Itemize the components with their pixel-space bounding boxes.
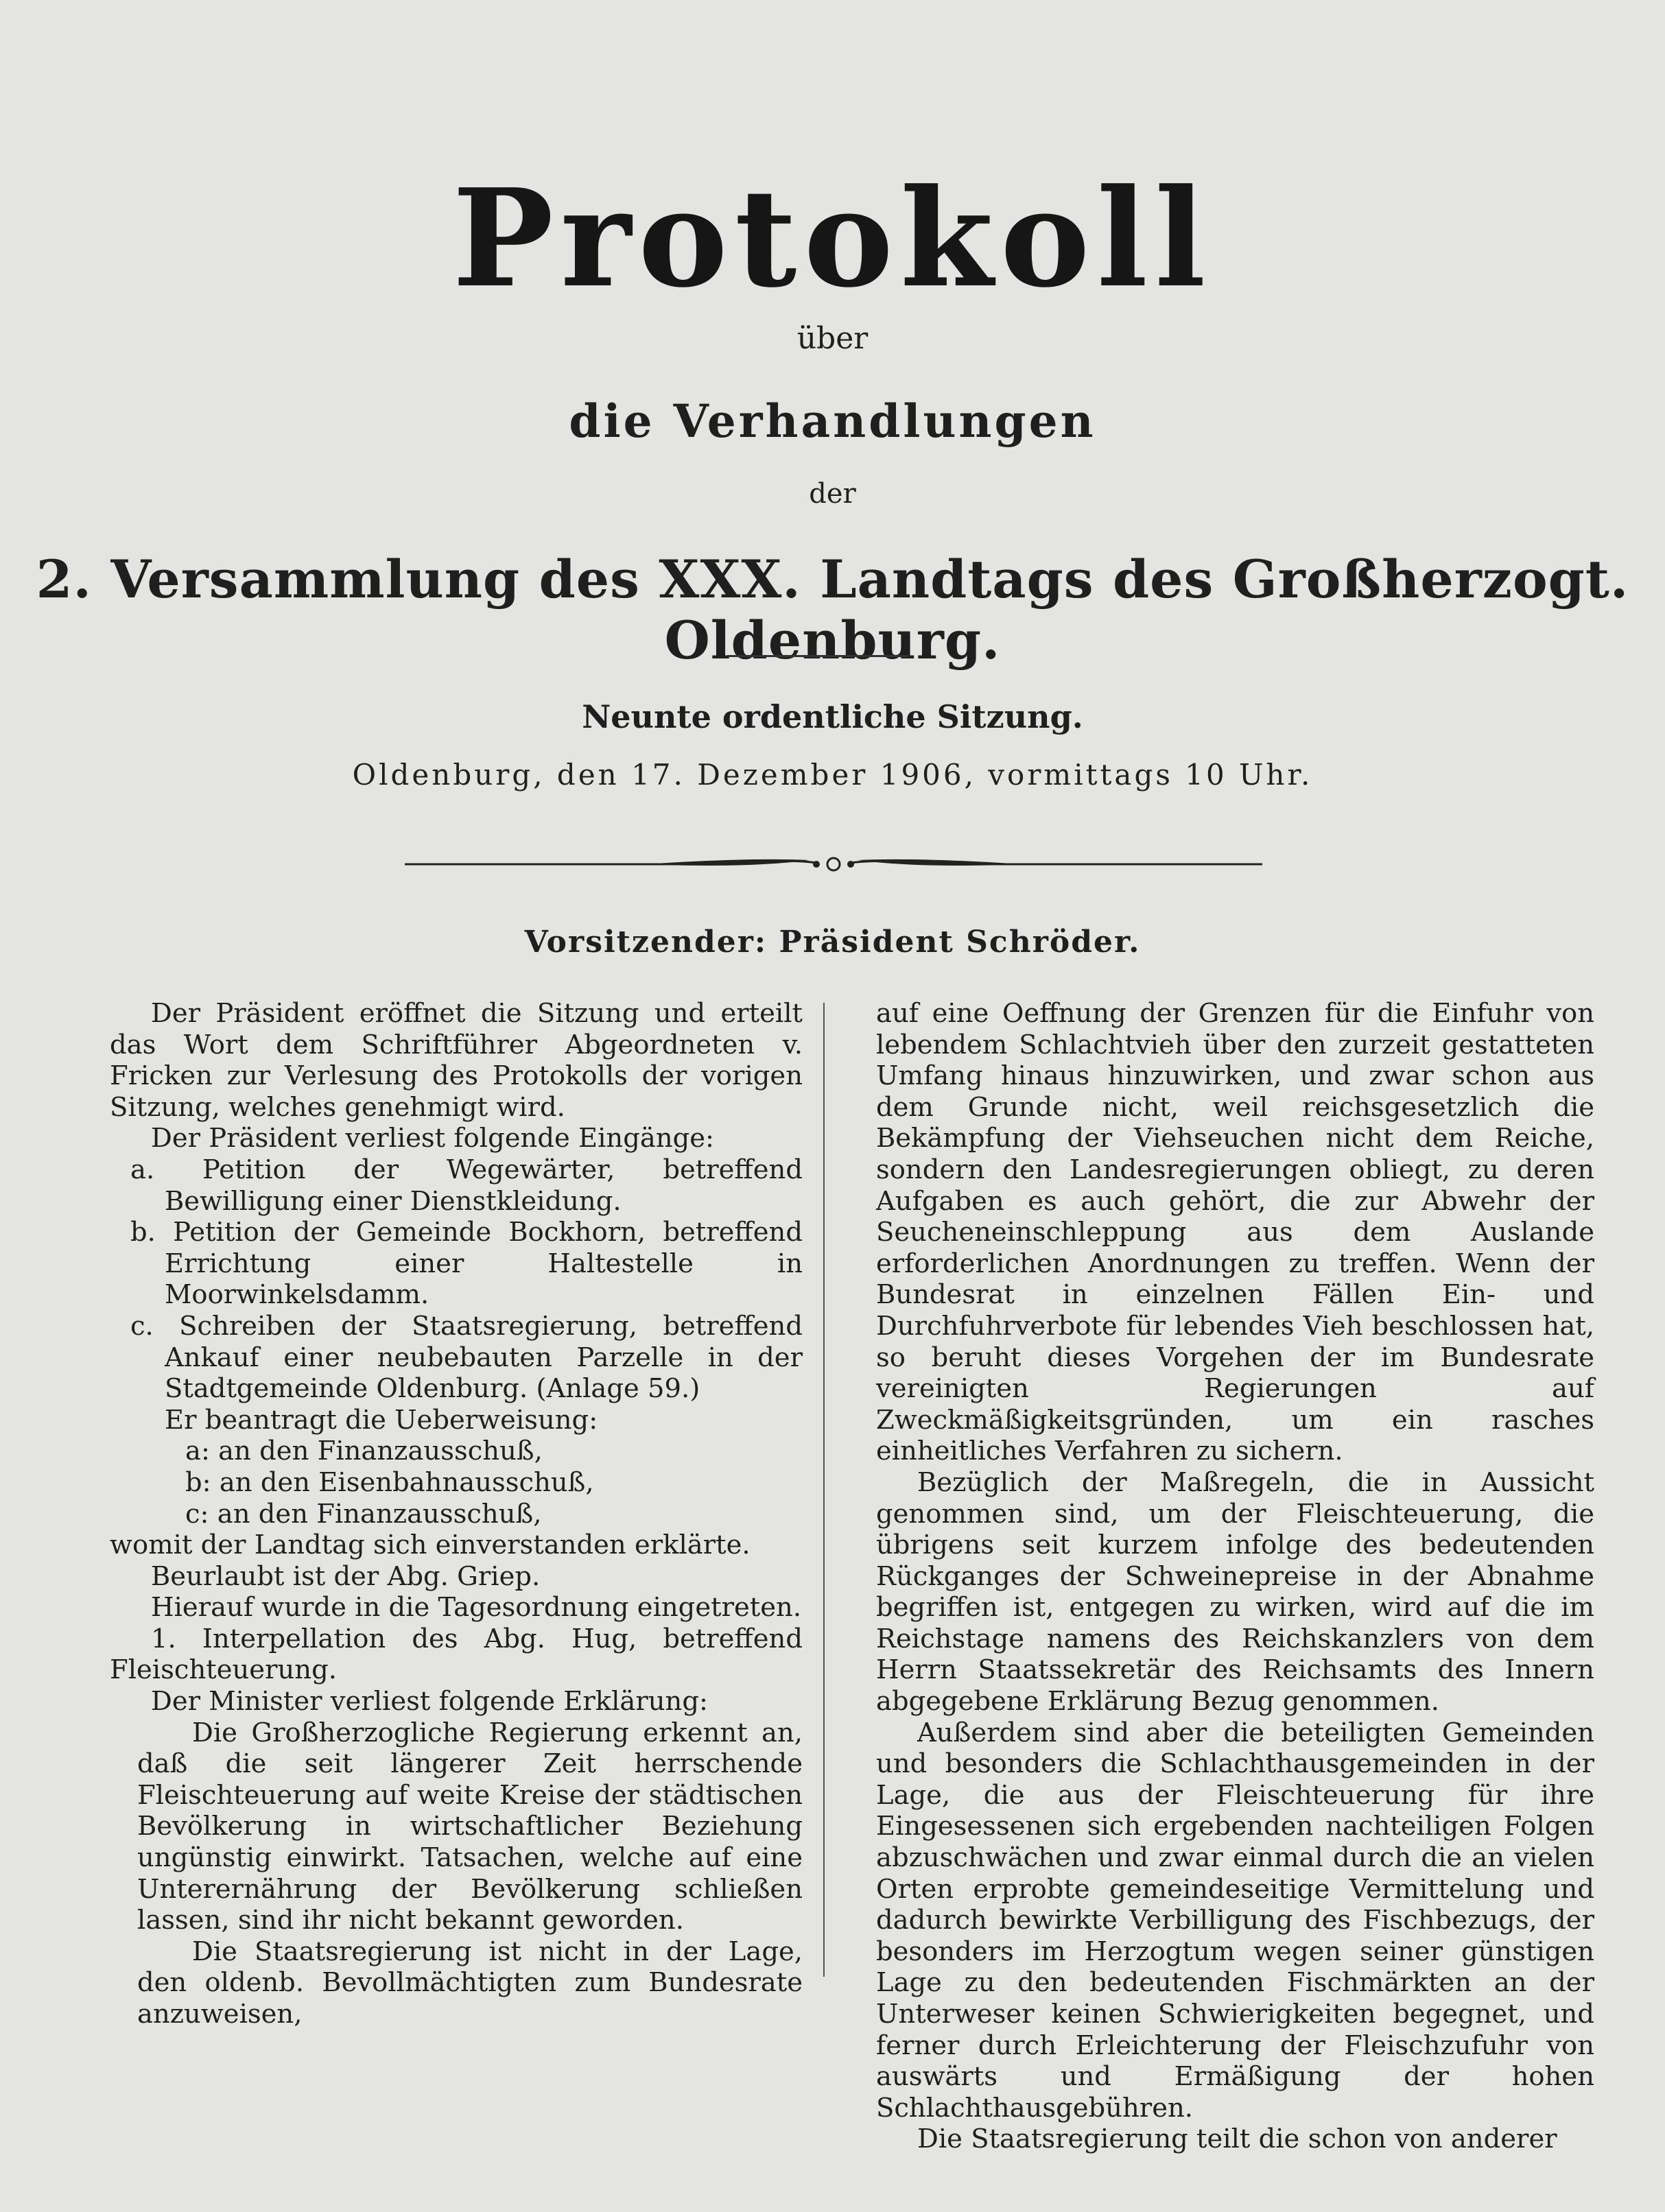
list-item: a. Petition der Wegewärter, betreffend Bewilligung einer Dienstkleidung. [130,1154,803,1217]
list-item: c. Schreiben der Staatsregierung, betreffend Ankauf einer neubebauten Parzelle in der Stadtgemeinde Oldenburg. (Anlage 59.) [130,1310,803,1405]
short-rule-divider [727,655,909,657]
left-text-column [110,998,803,2030]
paragraph: Der Minister verliest folgende Erklärung: [151,1686,708,1717]
title-connector-der: der [809,478,856,510]
paragraph: Hierauf wurde in die Tagesordnung eingetreten. [151,1592,802,1624]
quoted-paragraph: Die Staatsregierung ist nicht in der Lage, den oldenb. Bevollmächtigten zum Bundesrate anzuweisen, [137,1936,803,2030]
dateline: Oldenburg, den 17. Dezember 1906, vormittags 10 Uhr. [352,758,1313,792]
session-heading: Neunte ordentliche Sitzung. [582,698,1083,735]
agenda-item: 1. Interpellation des Abg. Hug, betreffend Fleischteuerung. [110,1623,803,1686]
title-connector-ueber: über [796,321,869,356]
paragraph: Der Präsident eröffnet die Sitzung und erteilt das Wort dem Schriftführer Abgeordneten v. Fricken zur Verlesung des Protokolls der vorigen Sitzung, welches genehmigt wird. [110,998,803,1123]
paragraph: Außerdem sind aber die beteiligten Gemeinden und besonders die Schlachthausgemeinden in der Lage, die aus der Fleischteuerung für ihre Eingesessenen sich ergebenden nachteiligen Folgen abzuschwächen und zwar einmal durch die an vielen Orten erprobte gemeindeseitige Vermittelung und dadurch bewirkte Verbilligung des Fischbezugs, der besonders im Herzogtum wegen seiner günstigen Lage zu den bedeutenden Fischmärkten an der Unterweser keinen Schwierigkeiten begegnet, und ferner durch Erleichterung der Fleischzufuhr von auswärts und Ermäßigung der hohen Schlachthausgebühren. [876,1717,1594,2124]
paragraph: womit der Landtag sich einverstanden erklärte. [110,1530,751,1561]
list-item: b. Petition der Gemeinde Bockhorn, betreffend Errichtung einer Haltestelle in Moorwinkelsdamm. [130,1217,803,1311]
chair-line: Vorsitzender: Präsident Schröder. [524,925,1141,960]
paragraph: auf eine Oeffnung der Grenzen für die Einfuhr von lebendem Schlachtvieh über den zurzeit gestatteten Umfang hinaus hinzuwirken, und zwar schon aus dem Grunde nicht, weil reichsgesetzlich die Bekämpfung der Viehseuchen nicht dem Reiche, sondern den Landesregierungen obliegt, zu deren Aufgaben es auch gehört, die zur Abwehr der Seucheneinschleppung aus dem Auslande erforderlichen Anordnungen zu treffen. Wenn der Bundesrat in einzelnen Fällen Ein- und Durchfuhrverbote für lebendes Vieh beschlossen hat, so beruht dieses Vorgehen der im Bundesrate vereinigten Regierungen auf Zweckmäßigkeitsgründen, um ein rasches einheitliches Verfahren zu sichern. [876,998,1594,1467]
page-title: Protokoll [452,160,1213,318]
assembly-heading: 2. Versammlung des XXX. Landtags des Großherzogt. Oldenburg. [36,549,1629,671]
quoted-paragraph: Die Großherzogliche Regierung erkennt an, daß die seit längerer Zeit herrschende Fleischteuerung auf weite Kreise der städtischen Bevölkerung in wirtschaftlicher Beziehung ungünstig einwirkt. Tatsachen, welche auf eine Unterernährung der Bevölkerung schließen lassen, sind ihr nicht bekannt geworden. [137,1717,803,1936]
list-item: c: an den Finanzausschuß, [185,1498,542,1530]
right-text-column [876,998,1594,2155]
paragraph: Beurlaubt ist der Abg. Griep. [151,1560,541,1592]
paragraph: Er beantragt die Ueberweisung: [165,1404,598,1436]
paragraph: Der Präsident verliest folgende Eingänge: [151,1123,715,1154]
paragraph: Bezüglich der Maßregeln, die in Aussicht genommen sind, um der Fleischteuerung, die übrigens seit kurzem infolge des bedeutenden Rückganges der Schweinepreise in der Abnahme begriffen ist, entgegen zu wirken, wird auf die im Reichstage namens des Reichskanzlers von dem Herrn Staatssekretär des Reichsamts des Innern abgegebene Erklärung Bezug genommen. [876,1466,1594,1717]
list-item: b: an den Eisenbahnausschuß, [185,1466,594,1498]
subtitle-verhandlungen: die Verhandlungen [569,394,1096,448]
ornamental-rule-divider [405,851,1262,878]
column-divider [823,1003,825,1977]
paragraph: Die Staatsregierung teilt die schon von anderer [917,2124,1557,2155]
list-item: a: an den Finanzausschuß, [185,1436,543,1467]
